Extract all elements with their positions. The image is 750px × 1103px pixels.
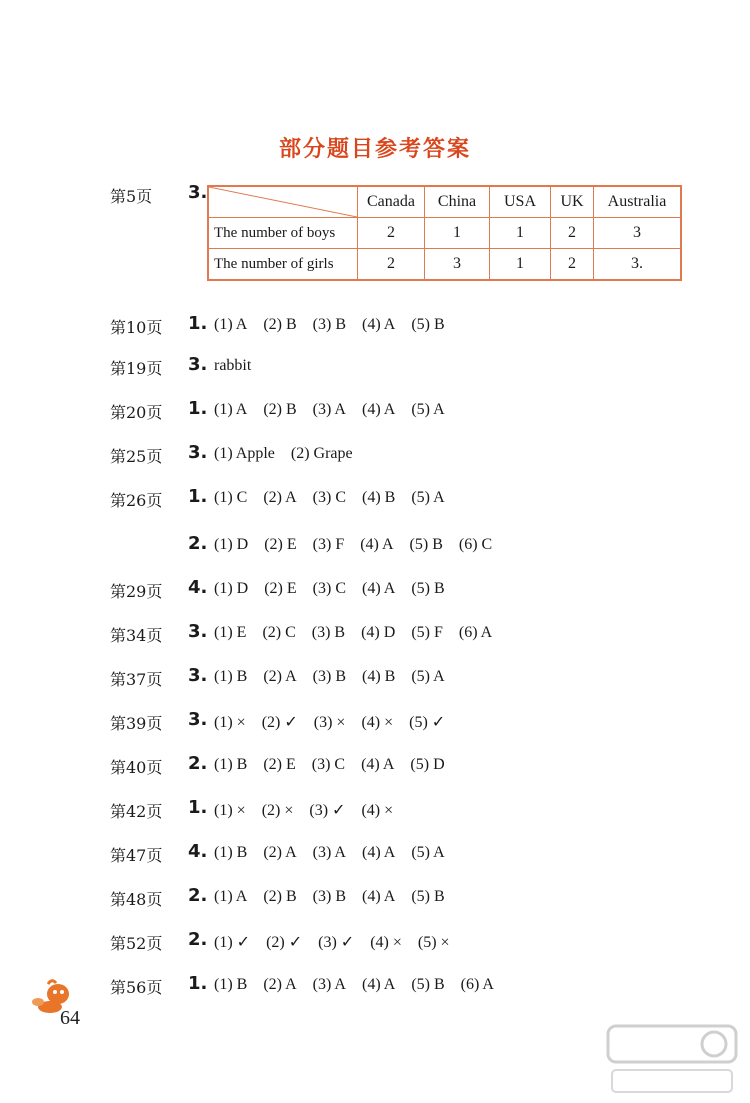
answer-entry [0,709,750,739]
answer-entry [0,665,750,695]
answer-items [214,316,461,334]
answer-item: (3) ✓ [309,802,346,819]
answer-item: (3) C [311,756,346,773]
question-number: 3. [188,442,208,463]
answer-item: (5) A [411,489,445,506]
answer-item: (5) A [411,668,445,685]
column-header: UK [551,186,594,218]
answer-item: (4) A [360,536,394,553]
answer-item: (1) × [214,802,246,819]
diagonal-header-cell [208,186,358,218]
answer-items [214,624,508,642]
table-header-row [208,186,681,218]
page-label: 第48页 [110,890,163,909]
answer-item: (5) B [411,888,445,905]
answer-entry [0,841,750,871]
table-cell: 2 [358,249,425,281]
answer-item: (1) B [214,668,248,685]
page-label: 第20页 [110,403,163,422]
question-number: 3. [188,621,208,642]
answer-items [214,401,461,419]
answer-items [214,888,461,906]
question-number: 1. [188,398,208,419]
question-number: 2. [188,885,208,906]
answer-items [214,668,461,686]
answer-items [214,976,510,994]
answer-entry [0,398,750,428]
question-number: 1. [188,973,208,994]
page-title: 部分题目参考答案 [278,137,471,162]
answer-item: (2) A [263,668,297,685]
page-label: 第47页 [110,846,163,865]
answer-item: (1) B [214,844,248,861]
answer-entry [0,621,750,651]
answer-item: (4) B [361,489,396,506]
answer-item: (3) B [312,316,346,333]
table-cell: 2 [551,218,594,249]
answer-items [214,800,409,820]
question-number: 4. [188,577,208,598]
answer-entry [0,533,750,563]
table-cell: 3 [594,218,682,249]
answer-item: (5) A [411,844,445,861]
answer-items [214,844,461,862]
table-cell: 3 [425,249,490,281]
answer-items [214,489,461,507]
answer-item: (6) A [458,624,493,641]
answer-entry [0,885,750,915]
answer-item: (2) A [263,844,297,861]
answer-item: (1) Apple [214,445,275,462]
answer-item: (1) A [214,316,248,333]
page-number: 64 [60,1007,80,1029]
answer-item: (2) B [263,888,297,905]
answer-item: (4) A [361,844,396,861]
question-number: 2. [188,929,208,950]
answer-entry [0,354,750,384]
question-number: 3. [188,709,208,730]
answer-item: (4) A [361,888,396,905]
answer-entry [0,929,750,959]
row-header: The number of girls [208,249,358,281]
column-header: USA [490,186,551,218]
answer-item: (2) Grape [290,445,353,462]
answer-item: (1) A [214,401,248,418]
page-label: 第42页 [110,802,163,821]
page-label: 第10页 [110,318,163,337]
answer-item: (2) ✓ [266,934,303,951]
table-cell: 1 [425,218,490,249]
answer-items [214,445,369,463]
answer-item: (4) × [370,934,402,951]
answer-item: (2) × [261,802,294,819]
answer-item: (1) A [214,888,248,905]
column-header: Canada [358,186,425,218]
question-number: 2. [188,533,208,554]
answer-item: (3) C [312,489,346,506]
answer-item: (1) C [214,489,248,506]
answer-item: (3) × [313,714,346,731]
page-label: 第40页 [110,758,163,777]
answer-items [214,756,461,774]
question-number: 2. [188,753,208,774]
question-number: 4. [188,841,208,862]
answer-items [214,932,466,952]
answer-item: (6) A [460,976,494,993]
answer-items [214,357,267,375]
answer-entry [0,797,750,827]
answer-item: (3) F [312,536,345,553]
answer-item: (4) A [361,976,396,993]
answer-item: (4) × [361,714,394,731]
table-cell: 1 [490,218,551,249]
answer-item: (4) D [361,624,396,641]
answer-entry [0,973,750,1003]
page-label: 第52页 [110,934,163,953]
page-label: 第25页 [110,447,163,466]
answer-item: (2) A [263,489,297,506]
answer-item: (5) B [409,536,443,553]
answer-item: (1) B [214,756,248,773]
table-cell: 1 [490,249,551,281]
column-header: Australia [594,186,682,218]
table-cell: 3. [594,249,682,281]
table-cell: 2 [358,218,425,249]
answer-table [207,185,682,281]
answer-items [214,712,461,732]
answer-item: (2) ✓ [261,714,298,731]
table-row [208,218,681,249]
answer-item: (3) A [312,401,346,418]
answer-item: (4) B [361,668,396,685]
answer-item: (2) E [264,580,297,597]
question-number: 3. [188,665,208,686]
answer-item: (2) E [263,756,296,773]
table-cell: 2 [551,249,594,281]
answer-item: (2) C [262,624,296,641]
answer-item: (5) B [411,316,445,333]
answer-item: (2) E [264,536,297,553]
answer-item: (3) B [312,888,346,905]
table-row [208,249,681,281]
answer-item: (3) A [312,844,346,861]
answer-item: (2) B [263,401,297,418]
answer-items [214,580,461,598]
page-label: 第39页 [110,714,163,733]
answer-item: (1) D [214,580,249,597]
answer-item: (5) D [410,756,445,773]
answer-item: (4) A [361,580,396,597]
answer-item: (3) A [312,976,346,993]
page-label: 第26页 [110,491,163,510]
answer-item: (1) E [214,624,247,641]
answer-entry [0,753,750,783]
answer-item: (3) B [312,668,346,685]
question-number: 1. [188,486,208,507]
answer-items [214,536,508,554]
answer-item: (1) × [214,714,246,731]
answer-item: (4) A [361,756,395,773]
answer-entry [0,577,750,607]
answer-item: (1) ✓ [214,934,251,951]
answer-entry [0,442,750,472]
answer-item: (4) A [361,401,396,418]
answer-item: (2) B [263,316,297,333]
answer-item: (5) × [417,934,450,951]
page-label: 第29页 [110,582,163,601]
answer-item: rabbit [214,357,252,374]
question-number: 1. [188,313,208,334]
question-number: 3. [188,182,208,203]
page-label: 第34页 [110,626,163,645]
answer-item: (4) × [361,802,394,819]
page-label: 第5页 [110,187,153,206]
row-header: The number of boys [208,218,358,249]
answer-item: (3) ✓ [318,934,355,951]
answer-item: (4) A [361,316,396,333]
page-label: 第19页 [110,359,163,378]
answer-item: (5) B [411,580,445,597]
answer-item: (5) B [411,976,445,993]
answer-item: (5) ✓ [409,714,446,731]
question-number: 3. [188,354,208,375]
diagonal-line [209,187,357,217]
answer-item: (1) D [214,536,249,553]
answer-item: (3) C [312,580,346,597]
answer-item: (1) B [214,976,248,993]
answer-item: (6) C [458,536,493,553]
page-label: 第56页 [110,978,163,997]
answer-item: (5) F [411,624,443,641]
answer-item: (3) B [311,624,346,641]
answer-entry [0,486,750,516]
watermark-logo [602,1018,742,1098]
answer-item: (2) A [263,976,297,993]
page-label: 第37页 [110,670,163,689]
answer-item: (5) A [411,401,445,418]
question-number: 1. [188,797,208,818]
answer-entry [0,313,750,343]
column-header: China [425,186,490,218]
